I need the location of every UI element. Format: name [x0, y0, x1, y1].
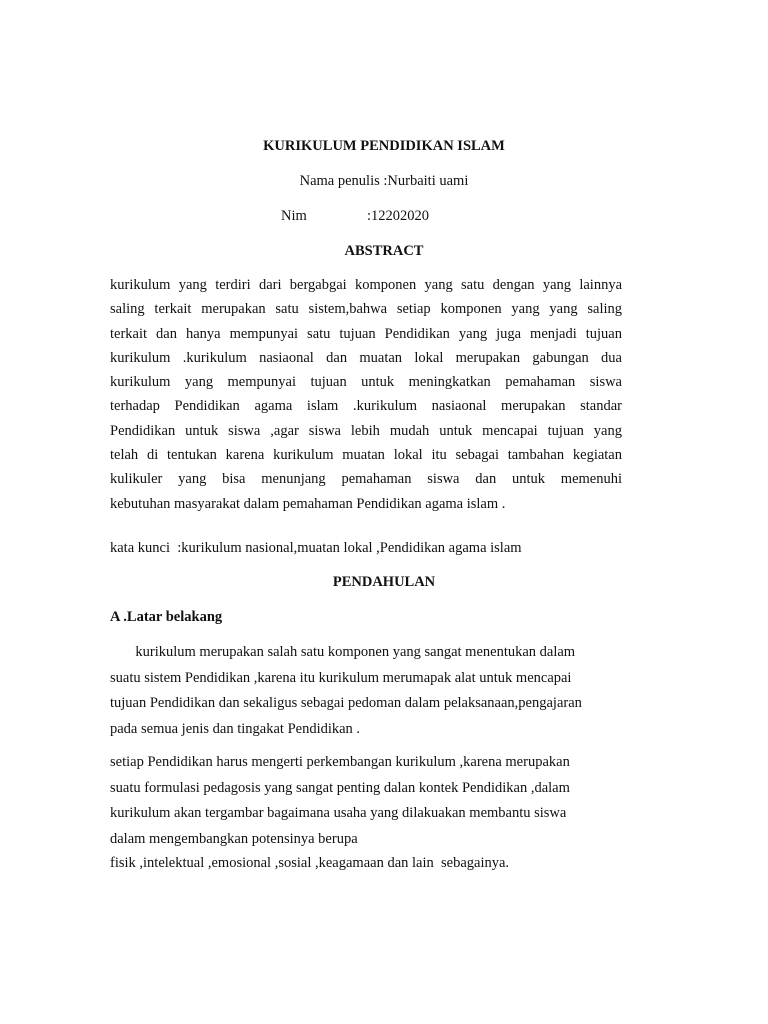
keywords-line: kata kunci :kurikulum nasional,muatan lokal ,Pendidikan agama islam — [110, 540, 522, 556]
paragraph-line: suatu formulasi pedagosis yang sangat penting dalan kontek Pendidikan ,dalam — [110, 779, 570, 796]
abstract-line: terhadap Pendidikan agama islam .kurikulum nasiaonal merupakan standar — [110, 398, 622, 415]
abstract-line: telah di tentukan karena kurikulum muatan lokal itu sebagai tambahan kegiatan — [110, 447, 622, 464]
paragraph-line: pada semua jenis dan tingakat Pendidikan . — [110, 720, 361, 737]
paragraph-line: suatu sistem Pendidikan ,karena itu kurikulum merumapak alat untuk mencapai — [110, 669, 572, 686]
abstract-line: kurikulum yang mempunyai tujuan untuk meningkatkan pemahaman siswa — [110, 374, 622, 391]
nim-value: :12202020 — [367, 208, 430, 224]
section-heading: PENDAHULAN — [332, 574, 436, 590]
abstract-body — [110, 273, 622, 516]
subsection-heading: A .Latar belakang — [110, 609, 223, 625]
author-line: Nama penulis :Nurbaiti uami — [299, 173, 469, 189]
abstract-line: kurikulum .kurikulum nasiaonal dan muatan lokal merupakan gabungan dua — [110, 349, 622, 366]
abstract-line: kurikulum yang terdiri dari bergabgai komponen yang satu dengan yang lainnya — [110, 277, 622, 293]
paragraph-line: tujuan Pendidikan dan sekaligus sebagai pedoman dalam pelaksanaan,pengajaran — [110, 695, 582, 711]
paragraph-2-tail: fisik ,intelektual ,emosional ,sosial ,keagamaan dan lain sebagainya. — [110, 855, 510, 871]
abstract-line: saling terkait merupakan satu sistem,bahwa setiap komponen yang yang saling — [110, 301, 622, 318]
paragraph-2 — [110, 753, 610, 855]
abstract-line: Pendidikan untuk siswa ,agar siswa lebih mudah untuk mencapai tujuan yang — [110, 422, 622, 439]
document-title: KURIKULUM PENDIDIKAN ISLAM — [263, 138, 505, 154]
paragraph-line: setiap Pendidikan harus mengerti perkembangan kurikulum ,karena merupakan — [110, 754, 570, 770]
paragraph-line: dalam mengembangkan potensinya berupa — [110, 830, 358, 847]
abstract-heading: ABSTRACT — [344, 243, 424, 259]
abstract-line: kebutuhan masyarakat dalam pemahaman Pendidikan agama islam . — [110, 495, 506, 512]
paragraph-line: kurikulum merupakan salah satu komponen yang sangat menentukan dalam — [110, 644, 576, 660]
abstract-line: kulikuler yang bisa menunjang pemahaman siswa dan untuk memenuhi — [110, 471, 622, 488]
paragraph-line: kurikulum akan tergambar bagaimana usaha yang dilakuakan membantu siswa — [110, 805, 567, 821]
nim-label: Nim — [281, 208, 307, 224]
paragraph-1 — [110, 643, 610, 745]
abstract-line: terkait dan hanya mempunyai satu tujuan Pendidikan yang juga menjadi tujuan — [110, 325, 622, 342]
